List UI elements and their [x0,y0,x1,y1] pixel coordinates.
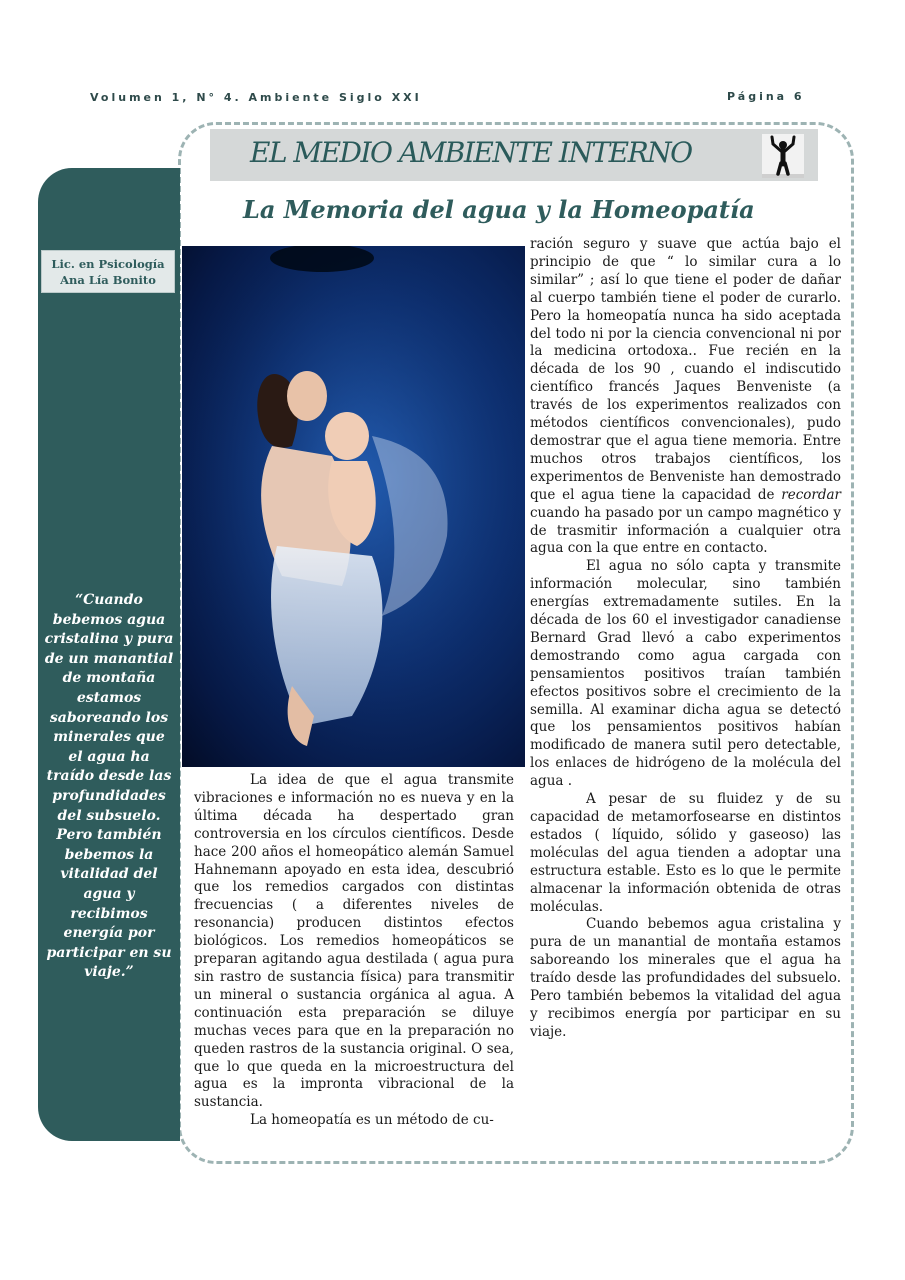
paragraph: La homeopatía es un método de cu- [250,1112,494,1129]
article-column-right [530,236,841,1042]
section-banner [210,129,818,181]
underwater-mother-baby-photo [182,246,525,767]
page-number: Página 6 [727,90,805,103]
paragraph: El agua no sólo capta y transmite información molecular, sino también energías extremadamente sutiles. En la década de los 60 el investigador canadiense Bernard Grad llevó a cabo experimentos demostrando como agua cargada con pensamientos positivos traían también efectos positivos sobre el crecimiento de la semilla. Al examinar dicha agua se detectó que los pensamientos positivos habían modificado de manera sutil pero detectable, los enlaces de hidrógeno de la molécula del agua . [530,558,841,790]
paragraph [530,236,841,558]
paragraph: A pesar de su fluidez y de su capacidad de metamorfosearse en distintos estados ( líquido, sólido y gaseoso) las moléculas del agua tienden a adoptar una estructura estable. Esto es lo que le permite almacenar la información obtenida de otras moléculas. [530,791,841,915]
emphasis-recordar: recordar [781,486,841,503]
author-box [41,250,175,293]
paragraph: Cuando bebemos agua cristalina y pura de un manantial de montaña estamos saboreando los minerales que el agua ha traído desde las profundidades del subsuelo. Pero también bebemos la vitalidad del agua y recibimos energía por participar en su viaje. [530,916,841,1040]
article-title: La Memoria del agua y la Homeopatía [243,195,755,224]
text-run: ración seguro y suave que actúa bajo el principio de que “ lo similar cura a lo similar” ; así lo que tiene el poder de dañar al cuerpo también tiene el poder de curarlo. Pero la homeopatía nunca ha sido aceptada del todo ni por la ciencia convencional ni por la medicina ortodoxa.. Fue recién en la década de los 90 , cuando el indiscutido científico francés Jaques Benveniste (a través de los experimentos realizados con métodos científicos convencionales), pudo demostrar que el agua tiene memoria. Entre muchos otros trabajos científicos, los experimentos de Benveniste han demostrado que el agua tiene la capacidad de [530,236,841,503]
article-column-left [194,772,514,1130]
author-credential: Lic. en Psicología [51,257,165,271]
raised-arms-figure-icon [762,134,804,178]
author-name: Ana Lía Bonito [60,273,156,287]
paragraph: La idea de que el agua transmite vibraciones e información no es nueva y en la última década ha despertado gran controversia en los círculos científicos. Desde hace 200 años el homeopático alemán Samuel Hahnemann apoyado en esta idea, descubrió que los remedios cargados con distintas frecuencias ( a diferentes niveles de resonancia) producen distintos efectos biológicos. Los remedios homeopáticos se preparan agitando agua destilada ( agua pura sin rastro de sustancia física) para transmitir un mineral o sustancia orgánica al agua. A continuación esta preparación se diluye muchas veces para que en la preparación no queden rastros de la sustancia original. O sea, que lo que queda en la microestructura del agua es la impronta vibracional de la sustancia. [194,772,514,1111]
section-title: EL MEDIO AMBIENTE INTERNO [250,136,692,169]
pull-quote: “Cuando bebemos agua cristalina y pura de un manantial de montaña estamos saboreando los minerales que el agua ha traído desde las profundidades del subsuelo. Pero también bebemos la vitalidad del agua y recibimos energía por participar en su viaje.” [44,592,174,981]
running-header-volume: Volumen 1, N° 4. Ambiente Siglo XXI [90,91,422,104]
text-run: cuando ha pasado por un campo magnético y de trasmitir información a cualquier otra agua con la que entre en contacto. [530,504,841,557]
